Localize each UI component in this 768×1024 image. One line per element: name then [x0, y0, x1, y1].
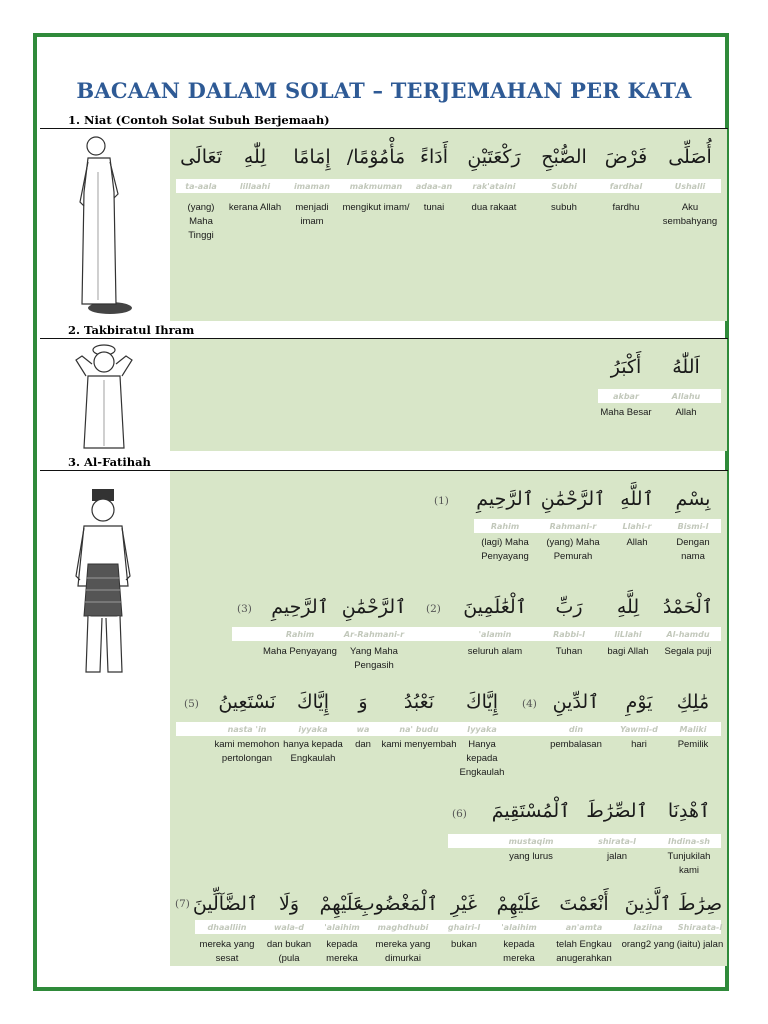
translation-meaning: Hanya kepada Engkaulah — [459, 739, 505, 778]
translation-meaning: (yang) Maha Tinggi — [187, 202, 215, 241]
transliteration: Yawmi-d — [620, 725, 658, 734]
translation-meaning: telah Engkau anugerahkan — [556, 939, 612, 964]
section-heading-al-fatihah: 3. Al-Fatihah — [68, 455, 151, 469]
arabic-word: غَيْرِ — [450, 893, 478, 915]
transliteration: iyyaka — [298, 725, 328, 734]
transliteration: 'alamin — [478, 630, 512, 639]
arabic-word: إِيَّاكَ — [296, 691, 330, 713]
translation-meaning: Dengan nama — [676, 537, 710, 562]
arabic-word: ٱلرَّحِيمِ — [476, 488, 534, 510]
translation-meaning: Allah — [675, 407, 697, 418]
arabic-word: لِلَّهِ — [616, 596, 640, 618]
transliteration: akbar — [613, 392, 639, 401]
arabic-word: وَلَا — [278, 893, 299, 915]
translation-meaning: bagi Allah — [607, 646, 649, 657]
translation-meaning: Aku sembahyang — [662, 202, 718, 227]
verse-number: (3) — [237, 603, 252, 615]
translation-meaning: kerana Allah — [228, 202, 282, 213]
arabic-word: تَعَالَى — [180, 146, 222, 168]
arabic-word: مَأْمُوْمًا/ — [346, 146, 406, 168]
translation-meaning: kami menyembah — [381, 739, 457, 750]
translation-meaning: (iaitu) jalan — [676, 939, 724, 950]
transliteration: na' budu — [399, 725, 439, 734]
arabic-word: صِرَٰطَ — [677, 893, 723, 915]
translation-meaning: Segala puji — [664, 646, 712, 657]
arabic-word: عَلَيْهِمْ — [319, 893, 365, 915]
arabic-word: ٱلْمُسْتَقِيمَ — [491, 800, 571, 822]
transliteration: an'amta — [565, 923, 603, 932]
transliteration: 'alaihim — [324, 923, 360, 932]
verse-number: (5) — [184, 698, 199, 710]
transliteration: Shiraata-l — [677, 923, 723, 932]
transliteration: ghairi-l — [447, 923, 481, 932]
translation-meaning: mereka yang dimurkai — [375, 939, 431, 964]
translation-meaning: dan bukan (pula — [266, 939, 312, 964]
translation-meaning: seluruh alam — [467, 646, 523, 657]
arabic-word: بِسْمِ — [675, 488, 711, 510]
translation-meaning: kepada mereka — [503, 939, 535, 964]
transliteration: maghdhubi — [377, 923, 429, 932]
translation-meaning: tunai — [423, 202, 445, 213]
transliteration: din — [568, 725, 584, 734]
arabic-word: يَوْمِ — [625, 691, 653, 713]
translation-meaning: kepada mereka — [326, 939, 358, 964]
arabic-word: ٱلْحَمْدُ — [662, 596, 714, 618]
transliteration: rak'ataini — [472, 182, 516, 191]
transliteration: Rahim — [490, 522, 520, 531]
transliteration: nasta 'in — [227, 725, 267, 734]
arabic-word: ٱلضَّآلِّينَ — [192, 893, 258, 915]
translation-meaning: kami memohon pertolongan — [214, 739, 280, 764]
transliteration: Al-hamdu — [666, 630, 710, 639]
translation-meaning: pembalasan — [550, 739, 602, 750]
transliteration: fardhal — [609, 182, 643, 191]
arabic-word: إِمَامًا — [293, 146, 331, 168]
transliteration: dhaalliin — [207, 923, 247, 932]
arabic-word: الصُّبْحِ — [541, 146, 587, 168]
arabic-word: ٱللَّهِ — [620, 488, 654, 510]
translation-meaning: dua rakaat — [471, 202, 517, 213]
translation-meaning: (yang) Maha Pemurah — [546, 537, 600, 562]
man-standing-niat-illustration — [70, 132, 140, 314]
translation-meaning: jalan — [606, 851, 628, 862]
transliteration: Iyyaka — [467, 725, 497, 734]
transliteration: Ar-Rahmani-r — [343, 630, 405, 639]
arabic-word: ٱلرَّحِيمِ — [271, 596, 329, 618]
translation-meaning: Allah — [626, 537, 648, 548]
arabic-word: ٱلْمَغْضُوبِ — [356, 893, 438, 915]
translation-meaning: hari — [631, 739, 647, 750]
verse-number: (4) — [522, 698, 537, 710]
translation-meaning: Yang Maha Pengasih — [350, 646, 398, 671]
translation-meaning: Maha Penyayang — [263, 646, 337, 657]
transliteration: laziina — [633, 923, 663, 932]
transliteration: adaa-an — [415, 182, 453, 191]
translation-meaning: Pemilik — [677, 739, 709, 750]
translation-meaning: orang2 yang — [621, 939, 675, 950]
transliteration: Allahu — [671, 392, 701, 401]
transliteration: shirata-l — [598, 837, 636, 846]
arabic-word: أُصَلِّى — [668, 146, 712, 168]
arabic-word: مَٰلِكِ — [676, 691, 710, 713]
translation-meaning: menjadi imam — [295, 202, 329, 227]
arabic-word: عَلَيْهِمْ — [496, 893, 542, 915]
arabic-word: ٱلْعَٰلَمِينَ — [463, 596, 527, 618]
arabic-word: إِيَّاكَ — [465, 691, 499, 713]
translation-meaning: yang lurus — [509, 851, 553, 862]
arabic-word: أَنْعَمْتَ — [559, 893, 609, 915]
transliteration: Subhi — [551, 182, 577, 191]
arabic-word: رَبِّ — [555, 596, 583, 618]
translation-meaning: mereka yang sesat — [199, 939, 255, 964]
translation-meaning: (lagi) Maha Penyayang — [481, 537, 529, 562]
transliteration: ta-aala — [185, 182, 217, 191]
verse-number: (1) — [434, 495, 449, 507]
arabic-word: أَكْبَرُ — [610, 356, 642, 378]
transliteration: imaman — [294, 182, 330, 191]
transliteration: makmuman — [349, 182, 403, 191]
transliteration: Llahi-r — [622, 522, 652, 531]
transliteration: Rabbi-l — [553, 630, 585, 639]
translation-meaning: fardhu — [612, 202, 640, 213]
translation-meaning: Tunjukilah kami — [667, 851, 711, 876]
transliteration: Ushalli — [674, 182, 706, 191]
translation-meaning: Maha Besar — [600, 407, 652, 418]
translation-meaning: dan — [355, 739, 371, 750]
arabic-word: ٱلدِّينِ — [552, 691, 600, 713]
translation-meaning: Tuhan — [555, 646, 583, 657]
arabic-word: ٱلصِّرَٰطَ — [586, 800, 648, 822]
arabic-word: لِلّٰهِ — [243, 146, 267, 168]
verse-number: (7) — [175, 898, 190, 910]
verse-number: (6) — [452, 808, 467, 820]
transliteration: wa — [356, 725, 370, 734]
arabic-word: أَدَاءً — [420, 146, 448, 168]
transliteration: 'alaihim — [501, 923, 537, 932]
arabic-word: نَعْبُدُ — [403, 691, 435, 713]
arabic-word: ٱلَّذِينَ — [624, 893, 672, 915]
translation-meaning: bukan — [451, 939, 477, 950]
arabic-word: اَللّٰهُ — [672, 356, 700, 378]
man-takbir-illustration — [62, 342, 142, 450]
arabic-word: نَسْتَعِينُ — [218, 691, 276, 713]
arabic-word: رَكْعَتَيْنِ — [467, 146, 521, 168]
transliteration: Bismi-l — [677, 522, 709, 531]
section-heading-niat: 1. Niat (Contoh Solat Subuh Berjemaah) — [68, 113, 330, 127]
transliteration: Rahmani-r — [549, 522, 597, 531]
section-heading-takbiratul-ihram: 2. Takbiratul Ihram — [68, 323, 195, 337]
transliteration: mustaqim — [508, 837, 554, 846]
transliteration: liLlahi — [614, 630, 642, 639]
verse-number: (2) — [426, 603, 441, 615]
translation-meaning: mengikut imam/ — [342, 202, 410, 213]
page-title: BACAAN DALAM SOLAT – TERJEMAHAN PER KATA — [76, 78, 692, 103]
translation-meaning: subuh — [551, 202, 577, 213]
transliteration: wala-d — [274, 923, 304, 932]
arabic-word: ٱلرَّحْمَٰنِ — [341, 596, 407, 618]
arabic-word: ٱهْدِنَا — [667, 800, 711, 822]
transliteration: lillaahi — [239, 182, 271, 191]
arabic-word: وَ — [358, 691, 368, 713]
transliteration: Rahim — [285, 630, 315, 639]
transliteration: Ihdina-sh — [667, 837, 710, 846]
arabic-word: ٱلرَّحْمَٰنِ — [540, 488, 606, 510]
boy-standing-fatihah-illustration — [70, 486, 140, 680]
transliteration: Maliki — [679, 725, 707, 734]
arabic-word: فَرْضَ — [604, 146, 648, 168]
translation-meaning: hanya kepada Engkaulah — [283, 739, 343, 764]
